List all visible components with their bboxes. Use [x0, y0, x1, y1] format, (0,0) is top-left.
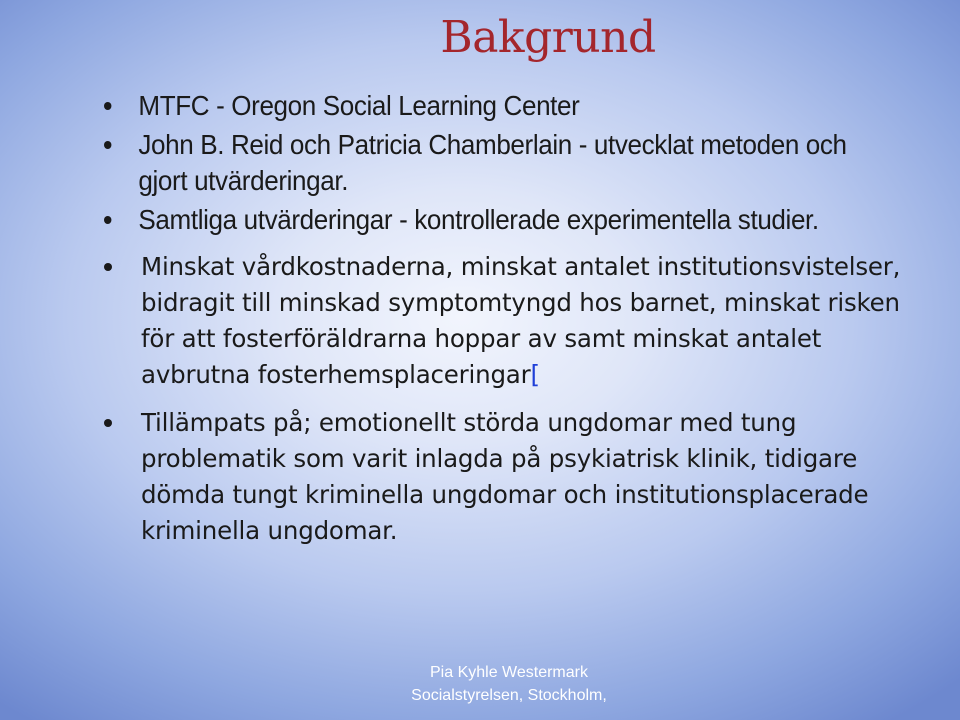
bullet-item [104, 127, 848, 199]
bullet-text: Tillämpats på; emotionellt störda ungdomar med tung problematik som varit inlagda på psykiatrisk klinik, tidigare dömda tungt kriminella ungdomar och institutionsplacerade kriminella ungdomar. [141, 408, 869, 545]
bullet-dot-icon [104, 263, 112, 271]
bullet-item [104, 249, 904, 393]
bullet-dot-icon [104, 141, 111, 149]
bullet-text: Minskat vårdkostnaderna, minskat antalet institutionsvistelser, bidragit till minskad symptomtyngd hos barnet, minskat risken för att fosterföräldrarna hoppar av samt minskat antalet avbrutna fosterhemsplaceringar [141, 252, 901, 389]
bullet-text: Samtliga utvärderingar - kontrollerade experimentella studier. [138, 204, 819, 235]
slide-footer [384, 661, 634, 707]
bullet-list [104, 88, 904, 549]
bullet-dot-icon [104, 102, 111, 110]
footer-author: Pia Kyhle Westermark [430, 664, 588, 681]
slide-title: Bakgrund [440, 12, 656, 63]
bullet-item [104, 405, 904, 549]
reference-link[interactable]: [ [530, 360, 540, 389]
bullet-item [104, 88, 848, 124]
bullet-item [104, 202, 848, 238]
bullet-dot-icon [104, 216, 111, 224]
bullet-dot-icon [104, 419, 112, 427]
bullet-text: John B. Reid och Patricia Chamberlain - utvecklat metoden och gjort utvärderingar. [138, 129, 847, 196]
bullet-text: MTFC - Oregon Social Learning Center [138, 90, 580, 121]
footer-organization: Socialstyrelsen, Stockholm, [411, 687, 607, 704]
